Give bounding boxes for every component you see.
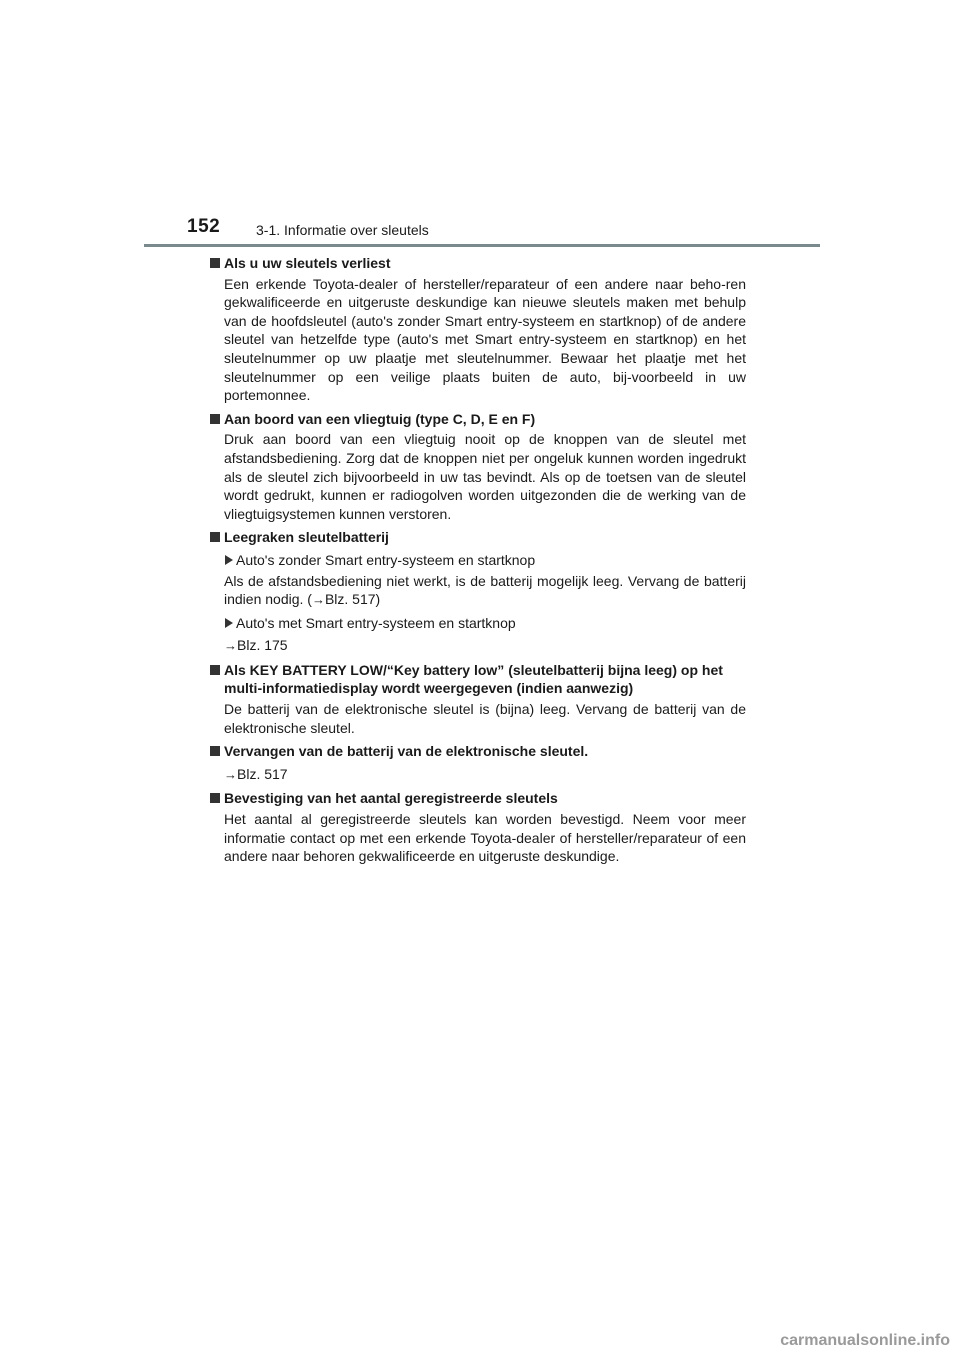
heading-text: Als u uw sleutels verliest xyxy=(224,255,391,271)
page-content xyxy=(210,254,746,871)
page-reference: Blz. 517 xyxy=(324,591,376,608)
section-body: Het aantal al geregistreerde sleutels kan worden bevestigd. Neem voor meer informatie contact op met een erkende Toyota-dealer of hersteller/reparateur of een andere naar behoren gekwalificeerde en uitgeruste deskundige. xyxy=(224,811,746,865)
watermark: carmanualsonline.info xyxy=(780,1332,950,1349)
section-airplane xyxy=(210,410,746,524)
heading-text: Als KEY BATTERY LOW/“Key battery low” (sleutelbatterij bijna leeg) op het multi-informatiedisplay wordt weergegeven (indien aanwezig) xyxy=(224,661,723,697)
section-heading xyxy=(210,742,746,761)
heading-text: Vervangen van de batterij van de elektronische sleutel. xyxy=(224,743,589,760)
reference-line xyxy=(224,765,746,785)
page-reference: Blz. 517 xyxy=(237,765,288,782)
sub-heading-text: Auto's zonder Smart entry-systeem en startknop xyxy=(236,551,536,568)
page-header xyxy=(0,0,960,250)
header-divider xyxy=(144,244,820,247)
square-bullet-icon xyxy=(210,532,220,542)
section-heading xyxy=(210,661,746,698)
body-text: ) xyxy=(375,591,381,608)
square-bullet-icon xyxy=(210,793,220,803)
arrow-right-icon: → xyxy=(311,592,325,608)
section-body xyxy=(224,572,746,610)
section-heading xyxy=(210,410,746,429)
section-body: De batterij van de elektronische sleutel is (bijna) leeg. Vervang de batterij van de elektronische sleutel. xyxy=(224,701,746,736)
heading-text: Leegraken sleutelbatterij xyxy=(224,529,389,546)
section-lost-keys xyxy=(210,254,746,405)
square-bullet-icon xyxy=(210,258,220,268)
arrow-right-icon: → xyxy=(224,766,237,782)
section-replace-battery xyxy=(210,742,746,784)
section-key-battery-low xyxy=(210,661,746,737)
arrow-right-icon: → xyxy=(224,638,237,654)
section-registered-keys xyxy=(210,789,746,865)
square-bullet-icon xyxy=(210,665,220,675)
sub-heading xyxy=(224,614,746,633)
section-body: Een erkende Toyota-dealer of hersteller/reparateur of een andere naar beho-ren gekwalificeerde en uitgeruste deskundige kan nieuwe sleutels maken met behulp van de hoofdsleutel (auto's zonder Smart entry-systeem en startknop) of de andere sleutel van hetzelfde type (auto's met Smart entry-systeem en startknop) en het sleutelnummer op uw plaatje met sleutelnummer. Bewaar het plaatje met het sleutelnummer op een veilige plaats buiten de auto, bij-voorbeeld in uw portemonnee. xyxy=(224,275,746,404)
section-heading xyxy=(210,789,746,808)
section-body: Druk aan boord van een vliegtuig nooit op de knoppen van de sleutel met afstandsbediening. Zorg dat de knoppen niet per ongeluk kunnen worden ingedrukt als de sleutel zich bijvoorbeeld in uw tas bevindt. Als op de toetsen van de sleutel wordt gedrukt, kunnen er radiogolven worden uitgezonden die de werking van de vliegtuigsystemen kunnen verstoren. xyxy=(224,431,746,522)
reference-line xyxy=(224,636,746,656)
sub-heading-text: Auto's met Smart entry-systeem en startknop xyxy=(236,614,516,631)
page-reference: Blz. 175 xyxy=(237,637,288,654)
heading-text: Aan boord van een vliegtuig (type C, D, E en F) xyxy=(224,410,536,427)
square-bullet-icon xyxy=(210,746,220,756)
body-text: Als de afstandsbediening niet werkt, is de batterij mogelijk leeg. Vervang de batterij indien nodig. ( xyxy=(224,572,746,608)
triangle-bullet-icon xyxy=(225,618,233,628)
heading-text: Bevestiging van het aantal geregistreerde sleutels xyxy=(224,790,558,807)
section-heading xyxy=(210,254,746,273)
section-title: 3-1. Informatie over sleutels xyxy=(256,222,429,238)
sub-heading xyxy=(224,551,746,570)
section-battery-depletion xyxy=(210,528,746,656)
square-bullet-icon xyxy=(210,414,220,424)
section-heading xyxy=(210,528,746,547)
triangle-bullet-icon xyxy=(225,555,233,565)
page-number: 152 xyxy=(187,216,221,237)
